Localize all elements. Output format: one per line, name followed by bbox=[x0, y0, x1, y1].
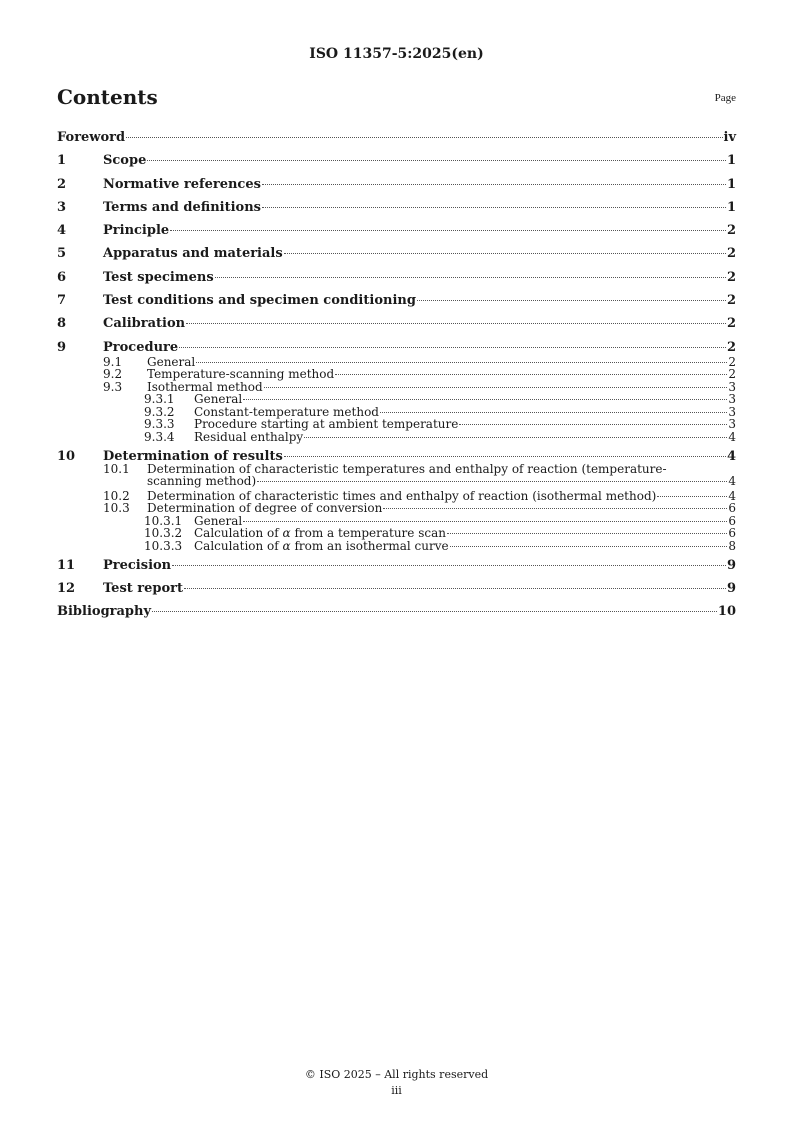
toc-entry-number: 9.3.4 bbox=[144, 429, 175, 444]
toc-entry-number: 9.3 bbox=[103, 379, 123, 394]
dot-leader bbox=[657, 496, 727, 497]
toc-entry-number: 10.3.1 bbox=[144, 513, 183, 528]
toc-entry-number: 10 bbox=[57, 448, 76, 464]
toc-entry-title: General bbox=[194, 513, 243, 528]
toc-entry-page: 3 bbox=[728, 392, 736, 407]
toc-entry-title: Foreword bbox=[57, 130, 126, 145]
table-of-contents bbox=[57, 129, 736, 627]
toc-entry-determination-of-results[interactable] bbox=[57, 448, 736, 463]
toc-entry-principle[interactable] bbox=[57, 222, 736, 245]
dot-leader bbox=[262, 207, 726, 208]
toc-entry-9-3-3[interactable] bbox=[57, 418, 736, 431]
toc-entry-page: 2 bbox=[726, 316, 736, 332]
toc-entry-terms-and-definitions[interactable] bbox=[57, 199, 736, 222]
toc-entry-title bbox=[194, 540, 449, 553]
toc-entry-number: 9.3.1 bbox=[144, 392, 175, 407]
dot-leader bbox=[264, 387, 728, 388]
toc-entry-10-3[interactable] bbox=[57, 502, 736, 515]
toc-entry-page: 2 bbox=[728, 367, 736, 382]
toc-entry-number: 7 bbox=[57, 293, 67, 309]
toc-entry-page: 4 bbox=[728, 474, 736, 489]
toc-entry-title: Procedure starting at ambient temperature bbox=[194, 417, 459, 432]
dot-leader bbox=[380, 412, 727, 413]
toc-entry-page: 2 bbox=[726, 293, 736, 309]
dot-leader bbox=[262, 184, 726, 185]
page-column-label: Page bbox=[714, 92, 736, 104]
toc-entry-page: 1 bbox=[726, 153, 736, 169]
toc-entry-9-2[interactable] bbox=[57, 368, 736, 381]
toc-entry-title: Determination of degree of conversion bbox=[147, 501, 383, 516]
title-text: Calculation of bbox=[194, 526, 283, 541]
toc-entry-page: 4 bbox=[726, 448, 736, 464]
toc-entry-title: Test specimens bbox=[103, 269, 214, 285]
toc-entry-title: Procedure bbox=[103, 339, 179, 355]
toc-entry-9-3-4[interactable] bbox=[57, 431, 736, 448]
toc-entry-page: 6 bbox=[728, 513, 736, 528]
toc-entry-title: Scope bbox=[103, 153, 147, 169]
toc-entry-page: 10 bbox=[717, 604, 736, 620]
title-text: from a temperature scan bbox=[290, 526, 446, 541]
dot-leader bbox=[417, 300, 726, 301]
dot-leader bbox=[243, 399, 727, 400]
toc-entry-calibration[interactable] bbox=[57, 315, 736, 338]
dot-leader bbox=[179, 347, 726, 348]
copyright-notice: © ISO 2025 – All rights reserved bbox=[304, 1068, 489, 1081]
toc-entry-title-line2: scanning method) bbox=[147, 474, 257, 489]
toc-entry-page: 9 bbox=[726, 557, 736, 573]
toc-entry-title: Terms and definitions bbox=[103, 199, 261, 215]
toc-entry-page: 1 bbox=[726, 176, 736, 192]
toc-entry-title-line1: Determination of characteristic temperatures and enthalpy of reaction (temperature- bbox=[147, 461, 667, 476]
toc-entry-title: Precision bbox=[103, 557, 172, 573]
dot-leader bbox=[243, 521, 727, 522]
toc-entry-page: 2 bbox=[726, 339, 736, 355]
toc-entry-precision[interactable] bbox=[57, 557, 736, 580]
toc-entry-title: Isothermal method bbox=[147, 379, 263, 394]
toc-entry-page: 3 bbox=[728, 379, 736, 394]
toc-entry-page: 1 bbox=[726, 199, 736, 215]
toc-entry-page: 2 bbox=[726, 246, 736, 262]
toc-entry-number: 9.2 bbox=[103, 367, 123, 382]
toc-entry-number: 9.3.2 bbox=[144, 404, 175, 419]
toc-entry-number: 6 bbox=[57, 269, 67, 285]
dot-leader bbox=[450, 546, 728, 547]
dot-leader bbox=[257, 481, 727, 482]
toc-entry-9-3-1[interactable] bbox=[57, 393, 736, 406]
toc-entry-title: Normative references bbox=[103, 176, 261, 192]
toc-entry-test-specimens[interactable] bbox=[57, 269, 736, 292]
toc-entry-page: 8 bbox=[728, 538, 736, 553]
dot-leader bbox=[186, 323, 726, 324]
toc-entry-number: 12 bbox=[57, 580, 76, 596]
toc-entry-number: 11 bbox=[57, 557, 76, 573]
document-id-header: ISO 11357-5:2025(en) bbox=[309, 46, 484, 62]
contents-title: Contents bbox=[57, 85, 158, 109]
toc-entry-bibliography[interactable] bbox=[57, 603, 736, 626]
toc-entry-title: Test report bbox=[103, 580, 184, 596]
dot-leader bbox=[284, 456, 726, 457]
dot-leader bbox=[335, 374, 727, 375]
toc-entry-page: 3 bbox=[728, 404, 736, 419]
toc-entry-title: Temperature-scanning method bbox=[147, 367, 335, 382]
toc-entry-10-3-3[interactable] bbox=[57, 540, 736, 557]
toc-entry-page: 6 bbox=[728, 501, 736, 516]
toc-entry-number: 10.3.3 bbox=[144, 538, 183, 553]
toc-entry-scope[interactable] bbox=[57, 152, 736, 175]
dot-leader bbox=[215, 277, 726, 278]
toc-entry-title: Test conditions and specimen conditioning bbox=[103, 293, 416, 309]
toc-entry-title: Determination of results bbox=[103, 448, 283, 464]
toc-entry-number: 5 bbox=[57, 246, 67, 262]
toc-entry-normative-references[interactable] bbox=[57, 176, 736, 199]
title-text: Calculation of bbox=[194, 538, 283, 553]
toc-entry-page: 6 bbox=[728, 526, 736, 541]
dot-leader bbox=[459, 424, 727, 425]
alpha-symbol: α bbox=[282, 538, 291, 553]
toc-entry-title: General bbox=[147, 354, 196, 369]
dot-leader bbox=[284, 253, 726, 254]
alpha-symbol: α bbox=[282, 526, 291, 541]
toc-entry-title: Apparatus and materials bbox=[103, 246, 283, 262]
dot-leader bbox=[170, 230, 726, 231]
toc-entry-foreword[interactable] bbox=[57, 129, 736, 152]
dot-leader bbox=[126, 137, 722, 138]
toc-entry-apparatus-and-materials[interactable] bbox=[57, 245, 736, 268]
toc-entry-page: 4 bbox=[728, 429, 736, 444]
toc-entry-title: General bbox=[194, 392, 243, 407]
toc-entry-title: Calibration bbox=[103, 316, 186, 332]
toc-entry-number: 1 bbox=[57, 153, 67, 169]
dot-leader bbox=[184, 588, 726, 589]
dot-leader bbox=[147, 160, 726, 161]
toc-entry-title: Residual enthalpy bbox=[194, 429, 304, 444]
dot-leader bbox=[447, 533, 727, 534]
toc-entry-number: 3 bbox=[57, 199, 67, 215]
toc-entry-number: 10.1 bbox=[103, 461, 130, 476]
toc-entry-number: 2 bbox=[57, 176, 67, 192]
toc-entry-page: 9 bbox=[726, 580, 736, 596]
page-number: iii bbox=[391, 1084, 402, 1097]
toc-entry-number: 9.1 bbox=[103, 354, 123, 369]
toc-entry-number: 10.3 bbox=[103, 501, 130, 516]
toc-entry-number: 9 bbox=[57, 339, 67, 355]
page-footer bbox=[0, 1067, 793, 1099]
toc-entry-page: 2 bbox=[726, 269, 736, 285]
dot-leader bbox=[152, 611, 717, 612]
toc-entry-page: 4 bbox=[728, 488, 736, 503]
toc-entry-title: Constant-temperature method bbox=[194, 404, 379, 419]
dot-leader bbox=[172, 565, 726, 566]
toc-entry-number: 4 bbox=[57, 223, 67, 239]
toc-entry-number: 10.3.2 bbox=[144, 526, 183, 541]
toc-entry-10-1[interactable] bbox=[57, 463, 736, 488]
toc-entry-page: 2 bbox=[728, 354, 736, 369]
toc-entry-title: Determination of characteristic times and enthalpy of reaction (isothermal method) bbox=[147, 488, 657, 503]
toc-entry-page: 2 bbox=[726, 223, 736, 239]
toc-entry-page: 3 bbox=[728, 417, 736, 432]
toc-entry-test-report[interactable] bbox=[57, 580, 736, 603]
title-text: from an isothermal curve bbox=[290, 538, 449, 553]
dot-leader bbox=[196, 362, 727, 363]
dot-leader bbox=[304, 437, 727, 438]
dot-leader bbox=[383, 508, 727, 509]
toc-entry-number: 9.3.3 bbox=[144, 417, 175, 432]
toc-entry-test-conditions[interactable] bbox=[57, 292, 736, 315]
toc-entry-number: 10.2 bbox=[103, 488, 130, 503]
toc-entry-number: 8 bbox=[57, 316, 67, 332]
toc-entry-title: Bibliography bbox=[57, 604, 152, 620]
toc-entry-procedure[interactable] bbox=[57, 339, 736, 356]
toc-entry-title: Principle bbox=[103, 223, 170, 239]
toc-entry-page: iv bbox=[723, 130, 736, 145]
